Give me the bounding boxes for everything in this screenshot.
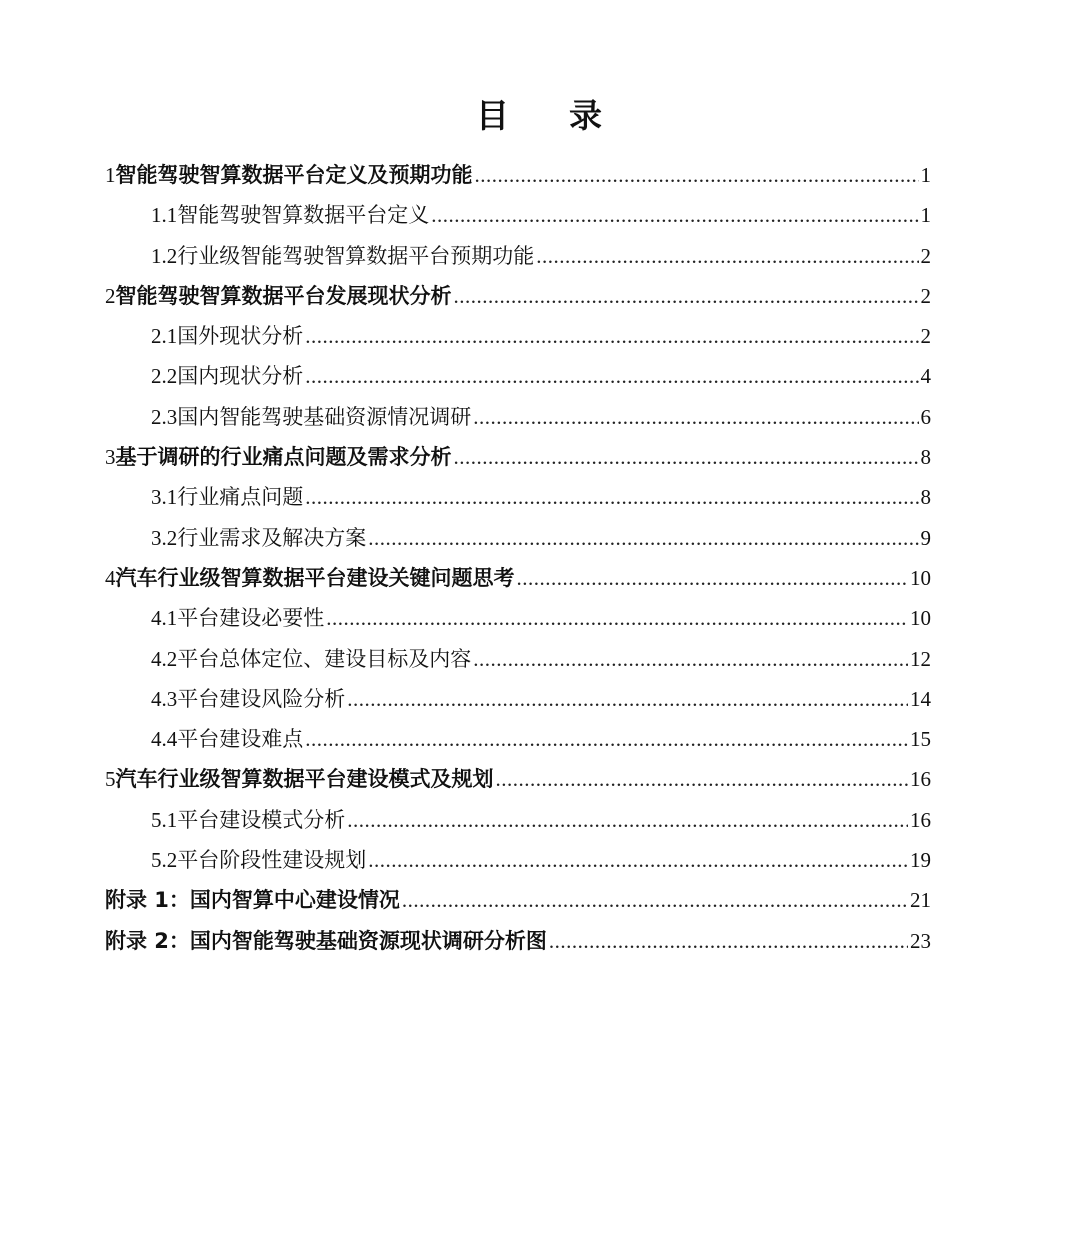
toc-page-number: 10 xyxy=(910,606,931,631)
toc-page-number: 10 xyxy=(910,565,931,590)
toc-subsection-entry[interactable] xyxy=(105,236,931,276)
toc-entry-label: 智能驾驶智算数据平台发展现状分析 xyxy=(115,283,452,308)
toc-entry-label: 平台阶段性建设规划 xyxy=(177,848,367,873)
toc-appendix-entry[interactable] xyxy=(105,921,931,961)
toc-entry-label: 汽车行业级智算数据平台建设模式及规划 xyxy=(115,767,494,792)
toc-section-entry[interactable] xyxy=(105,155,931,195)
toc-page-number: 16 xyxy=(910,807,931,832)
dot-leader xyxy=(496,759,909,799)
dot-leader xyxy=(347,800,908,840)
toc-entry-label: 平台总体定位、建设目标及内容 xyxy=(177,646,472,671)
toc-subsection-entry[interactable] xyxy=(105,195,931,235)
toc-page-number: 14 xyxy=(910,686,931,711)
toc-entry-number: 1.1 xyxy=(151,203,178,228)
dot-leader xyxy=(549,921,908,961)
toc-entry-number: 2.2 xyxy=(151,364,178,389)
toc-page-number: 1 xyxy=(920,203,931,228)
toc-subsection-entry[interactable] xyxy=(105,518,931,558)
toc-entry-label: 基于调研的行业痛点问题及需求分析 xyxy=(115,445,452,470)
toc-entry-number: 3.1 xyxy=(151,485,178,510)
dot-leader xyxy=(305,316,918,356)
toc-subsection-entry[interactable] xyxy=(105,840,931,880)
page-title xyxy=(0,90,1080,137)
dot-leader xyxy=(305,719,908,759)
toc-entry-label: 平台建设难点 xyxy=(177,727,304,752)
toc-section-entry[interactable] xyxy=(105,276,931,316)
toc-page-number: 2 xyxy=(920,324,931,349)
toc-page-number: 8 xyxy=(920,445,931,470)
toc-subsection-entry[interactable] xyxy=(105,477,931,517)
toc-page-number: 19 xyxy=(910,848,931,873)
dot-leader xyxy=(305,477,918,517)
toc-subsection-entry[interactable] xyxy=(105,639,931,679)
toc-subsection-entry[interactable] xyxy=(105,316,931,356)
toc-section-entry[interactable] xyxy=(105,437,931,477)
dot-leader xyxy=(402,880,908,920)
dot-leader xyxy=(326,598,908,638)
toc-entry-number: 5.1 xyxy=(151,807,178,832)
toc-page-number: 12 xyxy=(910,646,931,671)
title-char-right: 录 xyxy=(569,96,604,135)
toc-entry-label: 附录 2：国内智能驾驶基础资源现状调研分析图 xyxy=(105,928,547,953)
toc-entry-label: 汽车行业级智算数据平台建设关键问题思考 xyxy=(115,565,515,590)
dot-leader xyxy=(454,276,919,316)
toc-subsection-entry[interactable] xyxy=(105,397,931,437)
toc-entry-label: 平台建设风险分析 xyxy=(177,686,346,711)
toc-section-entry[interactable] xyxy=(105,759,931,799)
toc-subsection-entry[interactable] xyxy=(105,598,931,638)
toc-entry-label: 平台建设必要性 xyxy=(177,606,325,631)
dot-leader xyxy=(305,356,918,396)
toc-entry-number: 3 xyxy=(105,445,116,470)
toc-entry-label: 国外现状分析 xyxy=(177,324,304,349)
toc-page-number: 15 xyxy=(910,727,931,752)
toc-page-number: 2 xyxy=(920,243,931,268)
toc-subsection-entry[interactable] xyxy=(105,719,931,759)
dot-leader xyxy=(473,397,918,437)
toc-page-number: 9 xyxy=(920,525,931,550)
toc-entry-label: 行业级智能驾驶智算数据平台预期功能 xyxy=(177,243,535,268)
dot-leader xyxy=(347,679,908,719)
dot-leader xyxy=(368,518,918,558)
toc-entry-label: 附录 1：国内智算中心建设情况 xyxy=(105,888,400,913)
toc-page-number: 1 xyxy=(920,163,931,187)
toc-entry-label: 行业需求及解决方案 xyxy=(177,525,367,550)
title-char-left: 目 xyxy=(476,96,511,135)
toc-entry-label: 智能驾驶智算数据平台定义及预期功能 xyxy=(115,163,473,187)
toc-entry-number: 5.2 xyxy=(151,848,178,873)
toc-entry-number: 4.1 xyxy=(151,606,178,631)
toc-page-number: 6 xyxy=(920,404,931,429)
toc-page-number: 16 xyxy=(910,767,931,792)
toc-entry-number: 4.3 xyxy=(151,686,178,711)
dot-leader xyxy=(368,840,908,880)
toc-entry-number: 1 xyxy=(105,163,116,187)
dot-leader xyxy=(517,558,909,598)
dot-leader xyxy=(473,639,908,679)
toc-entry-label: 智能驾驶智算数据平台定义 xyxy=(177,203,430,228)
table-of-contents xyxy=(105,155,931,961)
toc-section-entry[interactable] xyxy=(105,558,931,598)
toc-page-number: 2 xyxy=(920,283,931,308)
toc-entry-number: 1.2 xyxy=(151,243,178,268)
toc-page-number: 4 xyxy=(920,364,931,389)
dot-leader xyxy=(475,155,919,195)
dot-leader xyxy=(431,195,918,235)
toc-entry-number: 4.4 xyxy=(151,727,178,752)
toc-entry-number: 3.2 xyxy=(151,525,178,550)
toc-subsection-entry[interactable] xyxy=(105,800,931,840)
dot-leader xyxy=(536,236,918,276)
toc-entry-number: 2.3 xyxy=(151,404,178,429)
dot-leader xyxy=(454,437,919,477)
toc-entry-number: 2 xyxy=(105,283,116,308)
toc-subsection-entry[interactable] xyxy=(105,679,931,719)
toc-entry-label: 国内智能驾驶基础资源情况调研 xyxy=(177,404,472,429)
toc-entry-number: 2.1 xyxy=(151,324,178,349)
toc-page-number: 21 xyxy=(910,888,931,913)
toc-entry-label: 平台建设模式分析 xyxy=(177,807,346,832)
toc-entry-label: 国内现状分析 xyxy=(177,364,304,389)
toc-entry-number: 5 xyxy=(105,767,116,792)
toc-page-number: 8 xyxy=(920,485,931,510)
toc-entry-number: 4 xyxy=(105,565,116,590)
toc-entry-number: 4.2 xyxy=(151,646,178,671)
toc-appendix-entry[interactable] xyxy=(105,880,931,920)
toc-page-number: 23 xyxy=(910,928,931,953)
toc-subsection-entry[interactable] xyxy=(105,356,931,396)
toc-entry-label: 行业痛点问题 xyxy=(177,485,304,510)
